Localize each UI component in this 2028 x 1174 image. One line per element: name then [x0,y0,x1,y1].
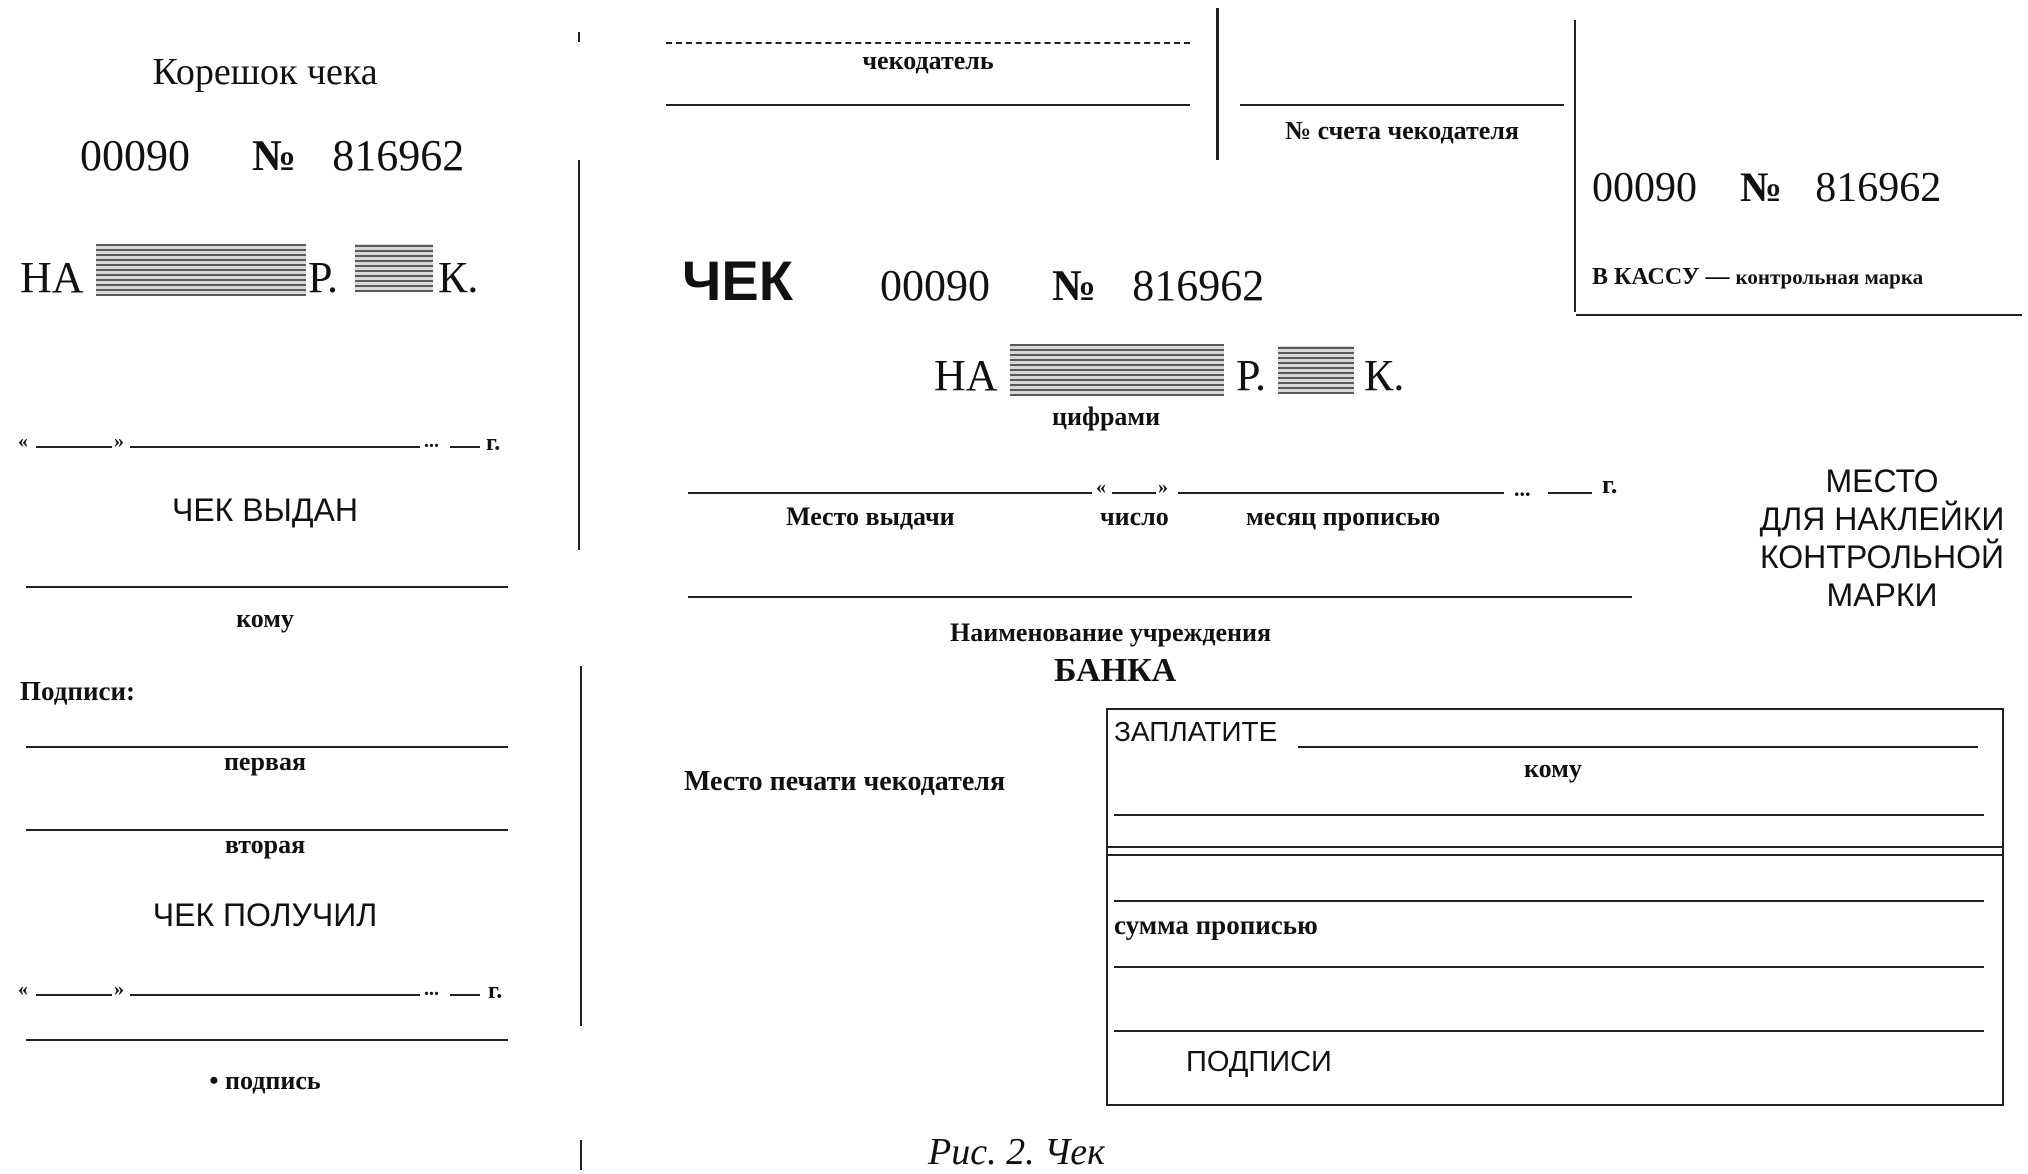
drawer-label: чекодатель [862,46,994,75]
stub-kopecks-redacted [355,244,433,292]
institution-label: Наименование учреждения [950,618,1272,647]
drawer-bottom-line [666,104,1190,106]
pay-to-second-line [1114,814,1984,816]
control-number-sign: № [1740,165,1783,211]
stub-received-day-line [36,994,112,996]
stub-number-line [80,130,464,181]
check-day-line [1112,492,1156,494]
stub-date-month-line [130,446,420,448]
perforation-segment [580,666,582,1026]
drawer-account-divider [1216,8,1219,160]
stub-signature-line [26,1039,508,1041]
stub-date-day-line [36,446,112,448]
place-of-issue-line [688,492,1092,494]
perforation-segment [578,160,580,550]
to-cashier-label: В КАССУ — [1592,264,1730,290]
check-number-line [880,260,1264,311]
stub-date-year: г. [486,430,501,456]
stub-date-year-line [450,446,480,448]
signatures-line [1114,1030,1984,1032]
stub-received-date-close: » [114,978,124,1000]
check-number-sign: № [1052,261,1097,310]
check-date-dots: ... [1514,476,1531,501]
stub-series: 00090 [80,131,190,180]
stub-amount-kop: К. [438,253,479,302]
amount-words-label: сумма прописью [1114,910,1318,940]
check-kopecks-redacted [1278,346,1354,394]
amount-second-line [1114,966,1984,968]
stub-received-date-open: « [18,978,28,1000]
to-cashier-line [1592,264,1923,291]
sticker-line: ДЛЯ НАКЛЕЙКИ [1759,501,2005,537]
stub-date-open: « [18,430,28,452]
account-label: № счета чекодателя [1285,116,1519,145]
pay-divider-upper [1108,846,2002,848]
pay-divider-lower [1108,854,2002,856]
sticker-line: КОНТРОЛЬНОЙ [1760,539,2004,575]
perforation-segment [580,1140,582,1170]
check-amount-rub: Р. [1236,351,1266,400]
check-amount-na: НА [934,351,998,400]
stub-signature: • подпись [209,1066,321,1095]
stub-title: Корешок чека [152,51,378,93]
day-label: число [1100,502,1169,531]
sticker-place-label [1690,462,2028,614]
check-year: г. [1602,470,1618,499]
figure-caption: Рис. 2. Чек [928,1131,1105,1173]
stub-received-year: г. [488,978,503,1004]
check-amount-kop: К. [1364,351,1405,400]
pay-to-label: кому [1524,754,1582,783]
perforation-segment [578,32,580,42]
check-date-open: « [1096,476,1106,498]
check-in-figures: цифрами [1052,402,1161,431]
check-signatures-label: ПОДПИСИ [1186,1046,1332,1078]
stub-date-close: » [114,430,124,452]
stub-received: ЧЕК ПОЛУЧИЛ [152,897,378,933]
account-line [1240,104,1564,106]
stub-number-sign: № [252,131,297,180]
check-amount-redacted [1010,344,1224,396]
check-series: 00090 [880,261,990,310]
control-mark-bottom-border [1576,314,2022,316]
amount-line [1114,900,1984,902]
stub-date-dots: ... [424,430,439,452]
stub-number: 816962 [332,131,465,180]
stub-received-month-line [130,994,420,996]
stub-amount-rub: Р. [308,253,338,302]
control-mark-left-border [1574,20,1576,312]
stub-issued: ЧЕК ВЫДАН [172,492,358,528]
stamp-place-label: Место печати чекодателя [684,766,1006,797]
month-label: месяц прописью [1246,502,1441,531]
stub-to-whom: кому [236,604,294,633]
stub-signatures-label: Подписи: [20,676,136,706]
check-number: 816962 [1132,261,1265,310]
control-number-line [1592,164,1941,212]
check-month-line [1178,492,1504,494]
stub-first-signature: первая [223,747,307,776]
place-of-issue-label: Место выдачи [786,502,955,531]
pay-to-line [1298,746,1978,748]
stub-received-date-dots: ... [424,978,439,1000]
sticker-line: МАРКИ [1826,577,1938,613]
bank-label: БАНКА [1054,652,1177,689]
control-mark-label: контрольная марка [1735,265,1924,289]
check-title: ЧЕК [682,249,793,312]
stub-second-signature: вторая [224,830,306,859]
control-series: 00090 [1592,165,1697,211]
check-date-close: » [1158,476,1168,498]
stub-received-year-line [450,994,480,996]
institution-line [688,596,1632,598]
control-number: 816962 [1815,165,1942,211]
stub-amount-redacted [96,244,306,296]
check-year-line [1548,492,1592,494]
pay-label: ЗАПЛАТИТЕ [1114,716,1278,747]
drawer-top-line [666,42,1190,44]
stub-amount-na: НА [20,253,84,302]
sticker-line: МЕСТО [1825,463,1939,499]
stub-to-whom-line [26,586,508,588]
